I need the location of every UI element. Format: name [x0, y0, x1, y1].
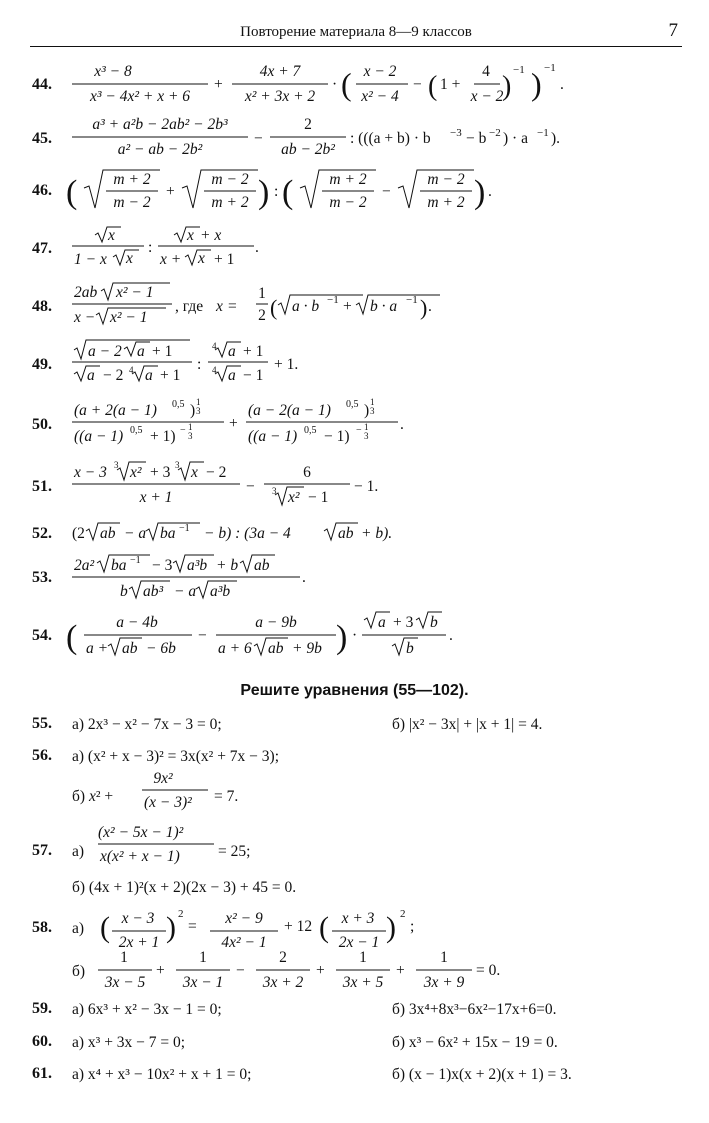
svg-text:4x² − 1: 4x² − 1: [221, 934, 267, 951]
svg-text:2: 2: [279, 949, 287, 966]
svg-text:x: x: [126, 250, 133, 267]
svg-text:(2: (2: [72, 525, 85, 542]
svg-text:1: 1: [258, 285, 266, 302]
svg-text:−1: −1: [544, 62, 556, 74]
svg-text:−: −: [180, 425, 186, 436]
svg-text:) · a: ) · a: [503, 130, 528, 147]
svg-text:− 1.: − 1.: [354, 478, 379, 495]
problem-number: 52.: [32, 525, 52, 542]
svg-text:+: +: [214, 76, 223, 93]
svg-text:m + 2: m + 2: [329, 171, 367, 188]
svg-text:a + 6: a + 6: [218, 640, 252, 657]
svg-text:.: .: [488, 183, 492, 200]
equation-58: [32, 920, 52, 936]
svg-text:3x + 2: 3x + 2: [262, 974, 304, 991]
problem-number: 48.: [32, 298, 52, 315]
svg-text:x²: x²: [288, 489, 300, 506]
equation-part-b: б) x³ − 6x² + 15x − 19 = 0.: [392, 1034, 558, 1051]
svg-text:x² − 1: x² − 1: [110, 309, 148, 326]
problem-number: 45.: [32, 130, 52, 147]
svg-text:a: a: [378, 614, 386, 631]
svg-text:x +: x +: [160, 251, 182, 268]
svg-text:): ): [166, 911, 176, 944]
equation-number: 60.: [32, 1033, 52, 1050]
equation-59: [32, 1001, 52, 1017]
equation-part-b: б) 3x⁴+8x³−6x²−17x+6=0.: [392, 1001, 557, 1018]
svg-text:− b) : (3a − 4: − b) : (3a − 4: [204, 525, 291, 542]
svg-text:(a − 2(a − 1): (a − 2(a − 1): [248, 402, 331, 419]
problem-number: 50.: [32, 416, 52, 433]
svg-text::: :: [274, 183, 279, 200]
equation-60: [32, 1034, 52, 1050]
svg-text:+: +: [166, 183, 175, 200]
problem-46: [32, 170, 492, 211]
svg-text:−1: −1: [179, 523, 190, 534]
svg-text:ab: ab: [254, 557, 270, 574]
svg-text:(: (: [341, 66, 352, 102]
svg-text:b · a: b · a: [370, 298, 398, 315]
svg-text:+: +: [343, 298, 352, 315]
svg-text:0,5: 0,5: [304, 425, 317, 436]
svg-text:x + 1: x + 1: [139, 489, 173, 506]
svg-text:x − 2: x − 2: [363, 63, 397, 80]
eq-58b-frac: [98, 949, 500, 991]
svg-text:a − 9b: a − 9b: [255, 614, 297, 631]
svg-text:4: 4: [212, 365, 217, 375]
svg-text:a: a: [87, 367, 95, 384]
equation-number: 59.: [32, 1000, 52, 1017]
equation-part-a: а) 2x³ − x² − 7x − 3 = 0;: [72, 716, 222, 733]
equation-part-b: б) |x² − 3x| + |x + 1| = 4.: [392, 716, 543, 733]
svg-text::: :: [148, 239, 153, 256]
svg-text:.: .: [302, 569, 306, 586]
equation-number: 58.: [32, 919, 52, 936]
svg-text:m + 2: m + 2: [113, 171, 151, 188]
svg-text:− a: − a: [174, 583, 197, 600]
problem-48: [32, 283, 440, 326]
svg-text:a: a: [228, 367, 236, 384]
svg-text:+ x: + x: [200, 227, 222, 244]
svg-text:3: 3: [114, 460, 119, 470]
svg-text:4x + 7: 4x + 7: [259, 63, 301, 80]
svg-text:a +: a +: [86, 640, 109, 657]
svg-text:x² − 4: x² − 4: [361, 88, 399, 105]
svg-text:3x − 1: 3x − 1: [182, 974, 224, 991]
svg-text:ba: ba: [160, 525, 176, 542]
svg-text:x²: x²: [130, 464, 142, 481]
svg-text:(: (: [100, 911, 110, 944]
svg-text:−1: −1: [537, 127, 549, 139]
svg-text:a³b: a³b: [187, 557, 208, 574]
svg-text:−: −: [413, 76, 422, 93]
svg-text:1: 1: [359, 949, 367, 966]
equation-part-a: а) (x² + x − 3)² = 3x(x² + 7x − 3);: [72, 748, 280, 765]
svg-text:3: 3: [175, 460, 180, 470]
svg-text:1: 1: [196, 397, 201, 407]
svg-text:(x − 3)²: (x − 3)²: [144, 794, 192, 811]
svg-text:(: (: [319, 911, 329, 944]
svg-text:x: x: [216, 298, 223, 315]
svg-text:a − 4b: a − 4b: [116, 614, 158, 631]
svg-text:.: .: [449, 627, 453, 644]
svg-text:x(x² + x − 1): x(x² + x − 1): [100, 848, 180, 865]
svg-text:−3: −3: [450, 127, 462, 139]
svg-text:4: 4: [129, 365, 134, 375]
svg-text:3: 3: [188, 431, 193, 441]
svg-text:+ 1: + 1: [152, 343, 173, 360]
svg-text:x² − 1: x² − 1: [116, 284, 154, 301]
svg-text:b: b: [120, 583, 128, 600]
svg-text:1: 1: [440, 949, 448, 966]
svg-text:+ 1: + 1: [243, 343, 264, 360]
svg-text:+ 9b: + 9b: [292, 640, 322, 657]
svg-text:x −: x −: [74, 309, 96, 326]
svg-text:+: +: [396, 962, 405, 979]
svg-text:− 2: − 2: [103, 367, 124, 384]
problem-number: 49.: [32, 356, 52, 373]
svg-text:+ 3: + 3: [150, 464, 171, 481]
svg-text:1 − x: 1 − x: [74, 251, 107, 268]
svg-text:−: −: [254, 130, 263, 147]
svg-text:2a²: 2a²: [74, 557, 95, 574]
svg-text:1 +: 1 +: [440, 76, 461, 93]
svg-text:9x²: 9x²: [153, 770, 173, 787]
svg-text:.: .: [255, 239, 259, 256]
svg-text:): ): [190, 402, 196, 419]
svg-text:− a: − a: [124, 525, 147, 542]
svg-text:a · b: a · b: [292, 298, 320, 315]
svg-text:b: b: [406, 640, 414, 657]
problem-number: 46.: [32, 182, 52, 199]
svg-text:m + 2: m + 2: [427, 194, 465, 211]
svg-text:+: +: [229, 415, 238, 432]
svg-text:3x + 5: 3x + 5: [342, 974, 384, 991]
problem-44: [32, 62, 564, 105]
svg-text:+ 12: + 12: [284, 918, 313, 935]
svg-text:): ): [502, 71, 512, 102]
svg-text:2x − 1: 2x − 1: [338, 934, 380, 951]
svg-text:4: 4: [212, 341, 217, 351]
svg-text:−1: −1: [406, 294, 418, 306]
svg-text:− 1: − 1: [243, 367, 264, 384]
svg-text:−: −: [236, 962, 245, 979]
svg-text:3: 3: [364, 431, 369, 441]
svg-text:1: 1: [199, 949, 207, 966]
svg-text:.: .: [560, 76, 564, 93]
svg-text:1: 1: [188, 422, 193, 432]
svg-text:− 6b: − 6b: [146, 640, 176, 657]
svg-text:1: 1: [120, 949, 128, 966]
svg-text:((a − 1): ((a − 1): [74, 428, 124, 445]
svg-text:2x + 1: 2x + 1: [118, 934, 160, 951]
svg-text:+ b: + b: [216, 557, 239, 574]
svg-text:·: ·: [332, 76, 338, 93]
svg-text:(: (: [270, 295, 278, 320]
running-title: Повторение материала 8—9 классов: [240, 24, 472, 40]
svg-text:4: 4: [482, 63, 490, 80]
svg-text:(x² − 5x − 1)²: (x² − 5x − 1)²: [98, 824, 184, 841]
equation-61: [32, 1066, 52, 1082]
svg-text:(: (: [428, 71, 438, 102]
svg-text:−: −: [356, 425, 362, 436]
equation-55: [32, 716, 52, 732]
svg-text:x² + 3x + 2: x² + 3x + 2: [244, 88, 316, 105]
problem-49: [32, 340, 298, 384]
svg-text:ab: ab: [338, 525, 354, 542]
svg-text:a − 2: a − 2: [88, 343, 122, 360]
svg-text:): ): [420, 295, 428, 320]
svg-text:a³ + a²b − 2ab² − 2b³: a³ + a²b − 2ab² − 2b³: [92, 116, 228, 133]
svg-text:0,5: 0,5: [346, 399, 359, 410]
svg-text::: :: [197, 356, 202, 373]
svg-text:0,5: 0,5: [172, 399, 185, 410]
svg-text:−: −: [198, 627, 207, 644]
svg-text:3: 3: [196, 406, 201, 416]
problem-number: 44.: [32, 76, 52, 93]
svg-text:a: a: [145, 367, 153, 384]
equation-56: [32, 748, 52, 764]
problem-51: [32, 460, 378, 506]
svg-text:): ): [364, 402, 370, 419]
svg-text:−1: −1: [513, 64, 525, 76]
svg-text:((a − 1): ((a − 1): [248, 428, 298, 445]
svg-text:−1: −1: [327, 294, 339, 306]
svg-text:(: (: [282, 174, 294, 211]
svg-text:2: 2: [304, 116, 312, 133]
equation-part-a: а) 6x³ + x² − 3x − 1 = 0;: [72, 1001, 222, 1018]
svg-text:m + 2: m + 2: [211, 194, 249, 211]
equation-57: [32, 843, 52, 859]
svg-text:+: +: [156, 962, 165, 979]
svg-text:x: x: [191, 464, 198, 481]
svg-text:.: .: [428, 298, 432, 315]
svg-text:ab³: ab³: [143, 583, 164, 600]
svg-text:): ): [336, 619, 348, 656]
svg-text:): ): [258, 174, 270, 211]
svg-text:ab: ab: [122, 640, 138, 657]
svg-text:1: 1: [370, 397, 375, 407]
svg-text:−1: −1: [130, 555, 141, 566]
equation-number: 57.: [32, 842, 52, 859]
svg-text:2ab: 2ab: [74, 284, 98, 301]
svg-text:− 1: − 1: [308, 489, 329, 506]
svg-text:ab − 2b²: ab − 2b²: [281, 141, 335, 158]
svg-text:m − 2: m − 2: [113, 194, 151, 211]
svg-text:ab: ab: [100, 525, 116, 542]
svg-text:− 1): − 1): [324, 428, 350, 445]
eq-58a-frac: [100, 908, 414, 951]
svg-text:3x − 5: 3x − 5: [104, 974, 146, 991]
svg-text:x − 3: x − 3: [74, 464, 107, 481]
problem-number: 53.: [32, 569, 52, 586]
svg-text:m − 2: m − 2: [427, 171, 465, 188]
svg-text:2: 2: [178, 908, 184, 920]
equation-part-a: а) x³ + 3x − 7 = 0;: [72, 1034, 186, 1051]
svg-text:2: 2: [258, 307, 266, 324]
svg-text:3x + 9: 3x + 9: [423, 974, 465, 991]
svg-text:ab: ab: [268, 640, 284, 657]
svg-text:b: b: [430, 614, 438, 631]
svg-text:3: 3: [272, 486, 277, 496]
svg-text:x³ − 8: x³ − 8: [94, 63, 132, 80]
problem-50: [32, 397, 404, 445]
svg-text:(: (: [66, 174, 78, 211]
svg-text:+ 1: + 1: [160, 367, 181, 384]
equation-part-a: [72, 843, 301, 861]
problem-52: [32, 523, 392, 542]
problem-53: [32, 555, 306, 600]
svg-text:x: x: [108, 227, 115, 244]
svg-text:): ): [531, 66, 542, 102]
equation-part-b: б) (x − 1)x(x + 2)(x + 1) = 3.: [392, 1066, 572, 1083]
svg-text:− 2: − 2: [206, 464, 227, 481]
svg-text:): ): [386, 911, 396, 944]
section-heading: Решите уравнения (55—102).: [240, 682, 469, 699]
textbook-page: Повторение материала 8—9 классов 7 44. x³ − 8 x³ − 4x² + x + 6 + 4x + 7 x² + 3x + 2 · ( x − 2 x² − 4 − ( 1 + 4 x − 2 ) −1 ) −1 . 45. a³ + a²b − 2ab² − 2b³ a² − ab − 2b² − 2 ab − 2b² : (((a + b) · b −3 − b −2 ) · a −1 ). 46. ( m + 2 m − 2 + m − 2 m + 2 ) : ( m + 2 m − 2 − m − 2 m + 2 ) . 47. x 1 − x x : x + x x + x + 1 . 48. 2ab x² − 1 x − x² − 1 , где x = 1 2 ( a · b −1 + b · a −1 ) . 49. a − 2 a + 1 a − 2 4 a + 1 : 4 a + 1 4 a − 1 + 1. 50. (a + 2(a − 1) 0,5 ) 1 3 ((a − 1) 0,5 + 1) − 1 3 + (a − 2(a − 1) 0,5 ) 1 3 ((a − 1) 0,5 − 1) − 1 3 . 51. x − 3 3 x² + 3 3 x − 2 x + 1 − 6 3 x² − 1 − 1. 52. (2 ab − a ba −1 − b) : (3a − 4 ab + b). 53. 2a² ba −1 − 3 a³b + b ab b ab³ − a a³b . 54. ( a − 4b a + ab − 6b − a − 9b a + 6 ab + 9b ) · a + 3 b b . 9x² (x − 3)² (x² − 5x − 1)² x(x² + x − 1) ( x − 3 2x + 1 ) 2 = x² − 9 4x² − 1 + 12 ( x + 3 2x − 1 ) 2 ; 1 3x − 5 + 1 3x − 1 − 2 3x + 2 + 1 3x + 5 + 1 3x + 9 = 0. Решите уравнения (55—102). 55. а) 2x³ − x² − 7x − 3 = 0; б) |x² − 3x| + |x + 1| = 4. 56. а) (x² + x − 3)² = 3x(x² + 7x − 3); б) x² + = 7. 57. а) = 25; б) (4x + 1)²(x + 2)(2x − 3) + 45 = 0. 58. а) б) 59. а) 6x³ + x² − 3x − 1 = 0; б) 3x⁴+8x³−6x²−17x+6=0. 60. а) x³ + 3x − 7 = 0; б) x³ − 6x² + 15x − 19 = 0. 61. а) x⁴ + x³ − 10x² + x + 1 = 0; б) (x − 1)x(x + 2)(x + 1) = 3.: [0, 0, 709, 1123]
problem-number: 47.: [32, 240, 52, 257]
svg-text:+ b).: + b).: [361, 525, 393, 542]
svg-text:−: −: [382, 183, 391, 200]
svg-text:+ 1: + 1: [214, 251, 235, 268]
svg-text:+: +: [316, 962, 325, 979]
problem-number: 54.: [32, 627, 52, 644]
svg-text:−: −: [246, 478, 255, 495]
svg-text:x + 3: x + 3: [341, 910, 375, 927]
svg-text:·: ·: [352, 627, 358, 644]
svg-text:x: x: [198, 250, 205, 267]
svg-text:+ 1): + 1): [150, 428, 176, 445]
svg-text:: (((a + b) · b: : (((a + b) · b: [350, 130, 431, 147]
svg-text:).: ).: [551, 130, 561, 147]
problem-45: [32, 116, 560, 158]
svg-text:x³ − 4x² + x + 6: x³ − 4x² + x + 6: [89, 88, 191, 105]
equation-number: 61.: [32, 1065, 52, 1082]
svg-text:): ): [474, 174, 486, 211]
equation-part-b: б) (4x + 1)²(x + 2)(2x − 3) + 45 = 0.: [72, 879, 297, 896]
svg-text:;: ;: [410, 918, 415, 935]
svg-text:2: 2: [400, 908, 406, 920]
svg-text:m − 2: m − 2: [329, 194, 367, 211]
problem-47: [32, 227, 259, 268]
svg-text:m − 2: m − 2: [211, 171, 249, 188]
svg-text:.: .: [400, 416, 404, 433]
svg-text:x − 2: x − 2: [470, 88, 504, 105]
svg-text:a: a: [137, 343, 145, 360]
svg-text:= 0.: = 0.: [476, 962, 501, 979]
svg-text:0,5: 0,5: [130, 425, 143, 436]
svg-text:+ 1.: + 1.: [274, 356, 299, 373]
svg-text:1: 1: [364, 422, 369, 432]
svg-text:(: (: [66, 619, 78, 656]
svg-text:a³b: a³b: [210, 583, 231, 600]
svg-text:x² − 9: x² − 9: [225, 910, 263, 927]
svg-text:a² − ab − 2b²: a² − ab − 2b²: [117, 141, 203, 158]
svg-text:(a + 2(a − 1): (a + 2(a − 1): [74, 402, 157, 419]
svg-text:x − 3: x − 3: [121, 910, 155, 927]
svg-text:, где: , где: [175, 298, 204, 315]
equation-number: 55.: [32, 715, 52, 732]
svg-text:x: x: [187, 227, 194, 244]
equation-part-a: а) x⁴ + x³ − 10x² + x + 1 = 0;: [72, 1066, 252, 1083]
svg-text:− 3: − 3: [152, 557, 173, 574]
page-number: 7: [668, 20, 678, 41]
problem-54: [32, 612, 453, 657]
equation-number: 56.: [32, 747, 52, 764]
svg-text:=: =: [228, 298, 237, 315]
svg-text:−2: −2: [489, 127, 501, 139]
svg-text:3: 3: [370, 406, 375, 416]
svg-text:ba: ba: [111, 557, 127, 574]
svg-text:+ 3: + 3: [393, 614, 414, 631]
svg-text:6: 6: [303, 464, 311, 481]
problem-number: 51.: [32, 478, 52, 495]
svg-text:a: a: [228, 343, 236, 360]
svg-text:=: =: [188, 918, 197, 935]
svg-text:− b: − b: [466, 130, 487, 147]
